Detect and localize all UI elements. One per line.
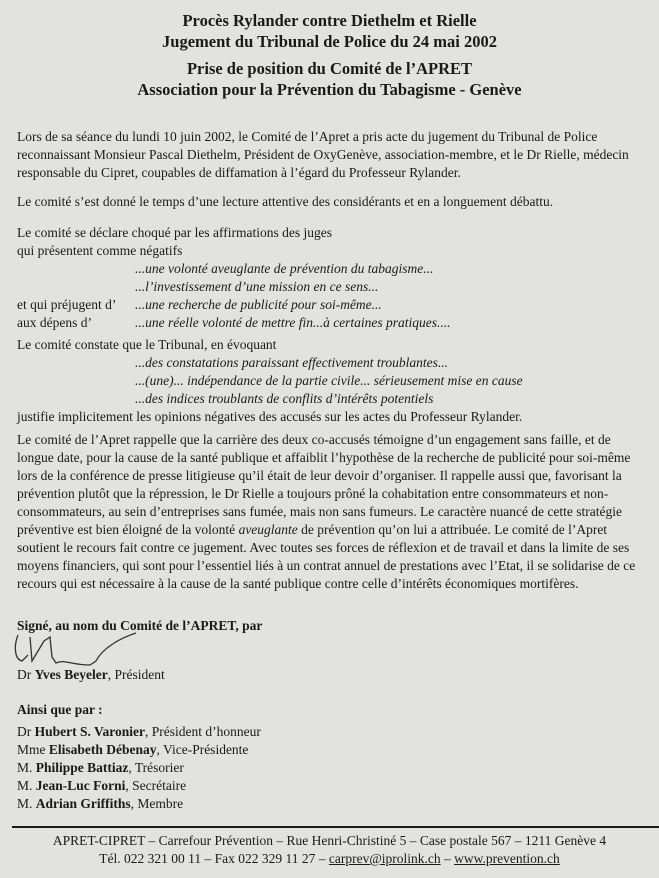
- footer: [0, 832, 659, 868]
- quote-text: ...(une)... indépendance de la partie civile... sérieusement mise en cause: [135, 373, 523, 388]
- member-name: Jean-Luc Forni: [35, 778, 126, 793]
- subtitle-line-1: Prise de position du Comité de l’APRET: [186, 59, 473, 78]
- paragraph-5-text: [17, 431, 647, 593]
- co-signers-title: Ainsi que par :: [17, 702, 103, 717]
- member-prefix: M.: [17, 796, 36, 811]
- quote-text: ...des constatations paraissant effectivement troublantes...: [135, 355, 448, 370]
- signer-prefix: Dr: [17, 667, 35, 682]
- quote-text: ...des indices troublants de conflits d’intérêts potentiels: [135, 391, 434, 406]
- member-role: , Secrétaire: [125, 778, 187, 793]
- member-name: Adrian Griffiths: [35, 796, 131, 811]
- footer-separator: –: [440, 851, 455, 866]
- member-role: , Vice-Présidente: [156, 742, 249, 757]
- quote-row: [17, 296, 647, 314]
- email-link[interactable]: carprev@iprolink.ch: [328, 851, 441, 866]
- title-line-2: Jugement du Tribunal de Police du 24 mai 2002: [162, 32, 497, 51]
- co-signer: [17, 777, 647, 795]
- quote-row: [17, 278, 647, 296]
- co-signer: [17, 759, 647, 777]
- quote-text: ...une réelle volonté de mettre fin...à certaines pratiques....: [135, 315, 451, 330]
- member-role: , Président d’honneur: [145, 724, 261, 739]
- member-name: Elisabeth Débenay: [48, 742, 157, 757]
- paragraph-3: [17, 224, 647, 332]
- quote-row: [17, 260, 647, 278]
- quote-label: et qui préjugent d’: [17, 297, 117, 312]
- paragraph-4-outro: justifie implicitement les opinions négatives des accusés sur les actes du Professeur Rylander.: [17, 409, 523, 424]
- paragraph-2-text: Le comité s’est donné le temps d’une lecture attentive des considérants et en a longuement débattu.: [17, 194, 554, 209]
- quote-label: [17, 278, 135, 296]
- footer-contact: [0, 850, 659, 868]
- quote-text: ...une volonté aveuglante de prévention du tabagisme...: [135, 261, 434, 276]
- signer: [17, 666, 647, 684]
- member-prefix: Mme: [17, 742, 49, 757]
- signature-title: Signé, au nom du Comité de l’APRET, par: [17, 618, 263, 633]
- paragraph-1-text: Lors de sa séance du lundi 10 juin 2002, le Comité de l’Apret a pris acte du jugement du Tribunal de Police reconnaissant Monsieur Pascal Diethelm, Président de OxyGenève, association-membre, et le Dr Rielle, médecin responsable du Cipret, coupables de diffamation à l’égard du Professeur Rylander.: [17, 129, 629, 180]
- footer-divider: [12, 826, 659, 828]
- document-subtitle: [0, 58, 659, 100]
- paragraph-1: [17, 128, 647, 182]
- footer-phone-fax: Tél. 022 321 00 11 – Fax 022 329 11 27 –: [99, 851, 329, 866]
- title-line-1: Procès Rylander contre Diethelm et Rielle: [182, 11, 477, 30]
- signer-role: , Président: [107, 667, 165, 682]
- member-name: Philippe Battiaz: [35, 760, 129, 775]
- member-prefix: M.: [17, 760, 36, 775]
- handwritten-signature: [12, 631, 142, 671]
- paragraph-5: [17, 431, 647, 593]
- member-prefix: Dr: [17, 724, 35, 739]
- paragraph-4: [17, 336, 647, 426]
- co-signer: [17, 795, 647, 813]
- paragraph-5-part-2: de prévention qu’on lui a attribuée. Le comité de l’Apret soutient le recours fait contre ce jugement. Avec toutes ses forces de réflexion et de travail et dans la limite de ses moyens financiers, qui sont pour l’essentiel liés à un contrat annuel de prestations avec l’Etat, il se solidarise de ce recours qui est nécessaire à la cause de la santé publique contre celle d’intérêts économiques mortifères.: [17, 522, 636, 591]
- signer-name: Yves Beyeler: [34, 667, 108, 682]
- co-signers: [17, 701, 647, 813]
- paragraph-3-intro-2: qui présentent comme négatifs: [17, 243, 183, 258]
- signer-line: [17, 666, 647, 684]
- subtitle-line-2: Association pour la Prévention du Tabagisme - Genève: [137, 80, 522, 99]
- quote-label: aux dépens d’: [17, 315, 92, 330]
- quote-text: ...l’investissement d’une mission en ce sens...: [135, 279, 379, 294]
- quote-row: [17, 314, 647, 332]
- paragraph-4-intro: Le comité constate que le Tribunal, en évoquant: [17, 337, 277, 352]
- member-role: , Trésorier: [128, 760, 184, 775]
- paragraph-5-part-1: Le comité de l’Apret rappelle que la carrière des deux co-accusés témoigne d’un engagement sans faille, et de longue date, pour la cause de la santé publique et affaiblit l’hypothèse de la recherche de publicité pour soi-même lors de la conférence de presse litigieuse qu’il était de leur devoir d’organiser. Il rappelle aussi que, favorisant la prévention plutôt que la répression, le Dr Rielle a toujours prôné la cohabitation entre consommateurs et non-consommateurs, au sein d’entreprises sans fumée, mais non sans fumeurs. Le caractère nuancé de cette stratégie préventive est bien éloigné de la volonté: [17, 432, 631, 537]
- co-signer: [17, 723, 647, 741]
- document-title: [0, 10, 659, 52]
- quote-text: ...une recherche de publicité pour soi-même...: [135, 297, 382, 312]
- member-name: Hubert S. Varonier: [34, 724, 146, 739]
- paragraph-2: [17, 193, 647, 211]
- member-role: , Membre: [130, 796, 184, 811]
- co-signer: [17, 741, 647, 759]
- member-prefix: M.: [17, 778, 36, 793]
- website-link[interactable]: www.prevention.ch: [454, 851, 560, 866]
- paragraph-5-emphasis: aveuglante: [238, 522, 298, 537]
- quote-label: [17, 260, 135, 278]
- footer-address: APRET-CIPRET – Carrefour Prévention – Rue Henri-Christiné 5 – Case postale 567 – 1211 Genève 4: [52, 833, 607, 848]
- paragraph-3-intro-1: Le comité se déclare choqué par les affirmations des juges: [17, 225, 333, 240]
